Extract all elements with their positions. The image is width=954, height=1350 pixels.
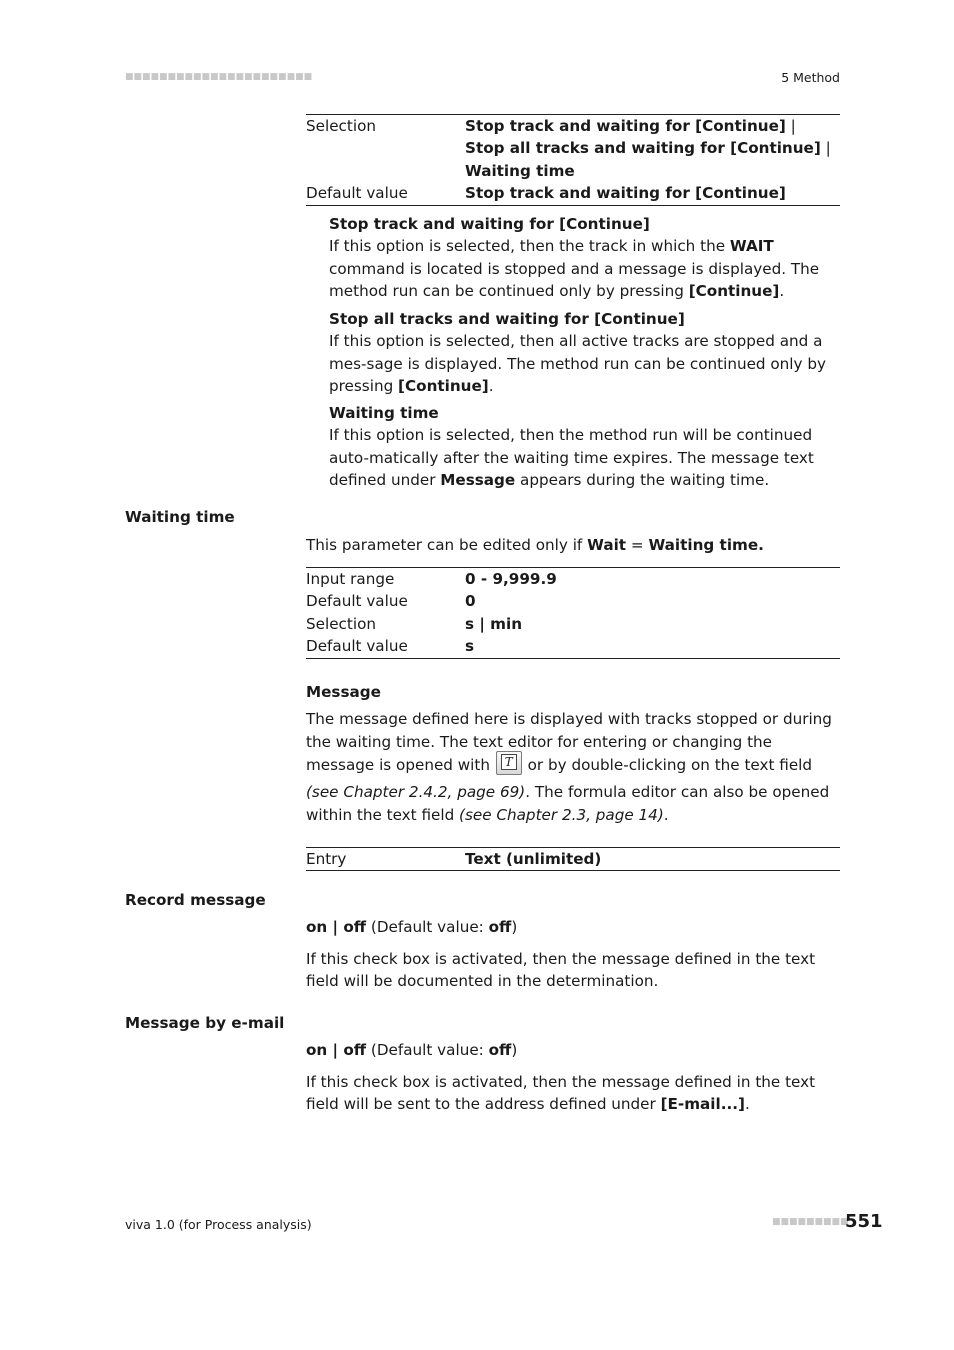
record-message-description: If this check box is activated, then the message defined in the text field will be documented in the determination.	[306, 950, 816, 991]
option-description: If this option is selected, then all active tracks are stopped and a mes-sage is displayed. The method run can be continued only by pressing [Continue].	[329, 332, 826, 396]
table-key: Input range	[306, 570, 395, 588]
table-key: Selection	[306, 117, 376, 135]
option-title: Waiting time	[329, 404, 439, 422]
message-email-heading: Message by e-mail	[125, 1014, 285, 1032]
table-row	[306, 635, 840, 657]
table-row	[306, 590, 840, 612]
option-stop-track	[329, 213, 840, 303]
table-value: s	[465, 637, 475, 656]
text-editor-icon[interactable]: T	[496, 751, 522, 775]
message-description: The message defined here is displayed with tracks stopped or during the waiting time. The text editor for entering or changing the message is opened with T or by double-clicking on the text field (see Chapter 2.4.2, page 69). The formula editor can also be opened within the text field (see Chapter 2.3, page 14).	[306, 710, 832, 824]
table-key: Default value	[306, 184, 408, 203]
option-waiting-time	[329, 402, 840, 492]
message-heading: Message	[306, 683, 381, 701]
table-row	[306, 848, 840, 870]
table-key: Selection	[306, 614, 376, 633]
message-entry-table	[306, 847, 840, 871]
waiting-time-table	[306, 567, 840, 659]
table-value: 0	[465, 592, 476, 611]
option-title: Stop all tracks and waiting for [Continue]	[329, 310, 685, 328]
table-value: 0 - 9,999.9	[465, 570, 557, 588]
footer-decoration: ■■■■■■■■■	[772, 1217, 849, 1227]
header-section-title: 5 Method	[781, 70, 840, 85]
footer-product: viva 1.0 (for Process analysis)	[125, 1217, 312, 1232]
table-row	[306, 613, 840, 635]
record-message-heading: Record message	[125, 891, 266, 909]
option-description: If this option is selected, then the method run will be continued auto-matically after the waiting time expires. The message text defined under Message appears during the waiting time.	[329, 426, 814, 490]
option-stop-all-tracks	[329, 308, 840, 398]
waiting-time-intro: This parameter can be edited only if Wait = Waiting time.	[306, 536, 764, 554]
table-row	[306, 115, 840, 182]
table-value: Text (unlimited)	[465, 850, 602, 868]
message-email-description: If this check box is activated, then the message defined in the text field will be sent to the address defined under [E-mail...].	[306, 1073, 816, 1114]
table-value: Stop track and waiting for [Continue] | Stop all tracks and waiting for [Continue] | Waiting time	[465, 117, 831, 180]
table-value: s | min	[465, 614, 523, 633]
waiting-time-heading: Waiting time	[125, 508, 235, 526]
table-key: Entry	[306, 850, 347, 868]
table-value: Stop track and waiting for [Continue]	[465, 184, 786, 203]
record-message-onoff: on | off (Default value: off)	[306, 918, 518, 936]
option-description: If this option is selected, then the track in which the WAIT command is located is stopped and a message is displayed. The method run can be continued only by pressing [Continue].	[329, 237, 820, 301]
header-decoration: ■■■■■■■■■■■■■■■■■■■■■■	[125, 72, 313, 82]
table-key: Default value	[306, 592, 408, 611]
table-row	[306, 182, 840, 204]
page-number: 551	[845, 1211, 883, 1232]
wait-selection-table	[306, 114, 840, 206]
table-key: Default value	[306, 637, 408, 656]
table-row	[306, 568, 840, 590]
option-title: Stop track and waiting for [Continue]	[329, 215, 650, 233]
message-email-onoff: on | off (Default value: off)	[306, 1041, 518, 1059]
